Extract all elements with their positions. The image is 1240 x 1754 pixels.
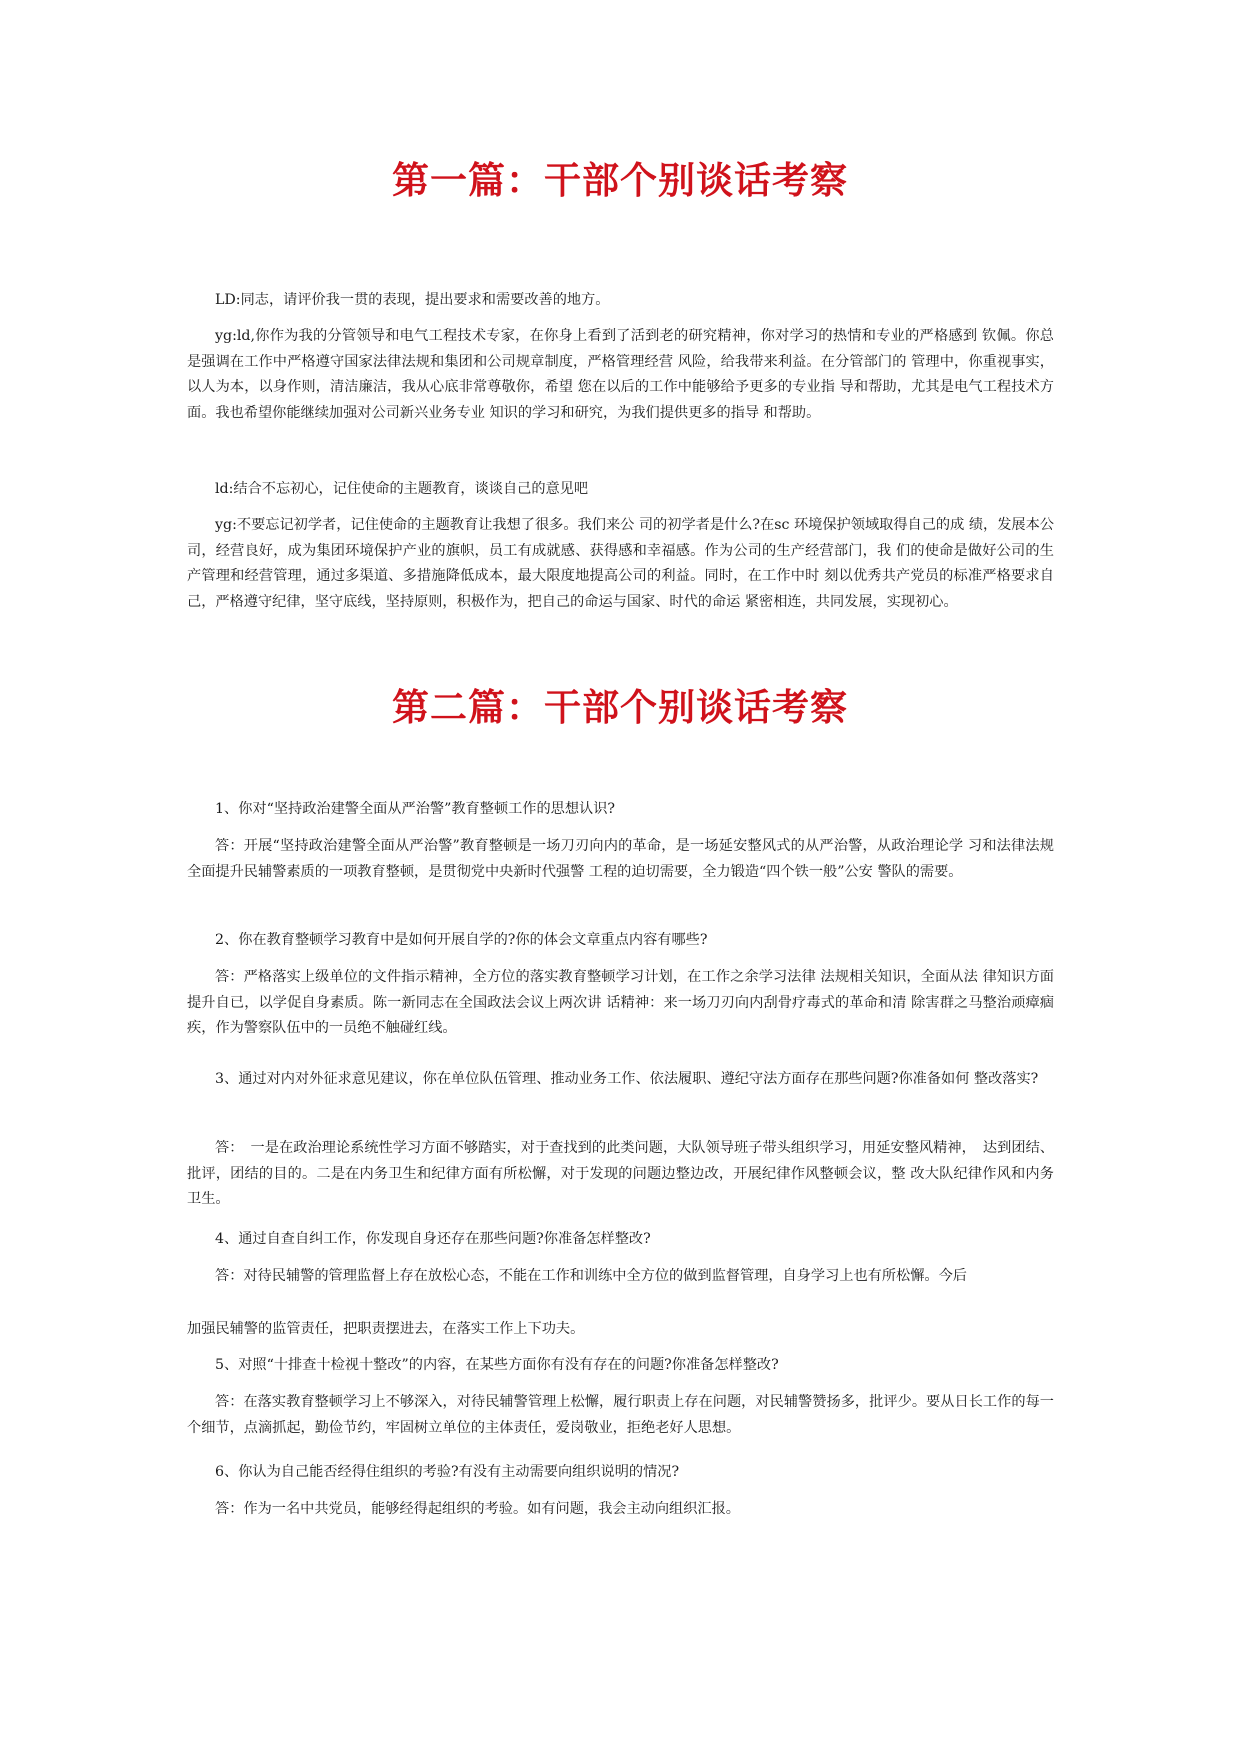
section2-question-2: 2、你在教育整顿学习教育中是如何开展自学的?你的体会文章重点内容有哪些? bbox=[215, 932, 708, 948]
section1-paragraph-4: yg:不要忘记初学者，记住使命的主题教育让我想了很多。我们来公 司的初学者是什么?在sc 环境保护领域取得自己的成 绩，发展本公司，经营良好，成为集团环境保护产业的旗帜，员工有成就感、获得感和幸福感。作为公司的生产经营部门，我 们的使命是做好公司的生产管理和经营管理，通过多渠道、多措施降低成本，最大限度地提高公司的利益。同时，在工作中时 刻以优秀共产党员的标准严格要求自己，严格遵守纪律，坚守底线，坚持原则，积极作为，把自己的命运与国家、时代的命运 紧密相连，共同发展，实现初心。 bbox=[187, 517, 1054, 610]
section1-title: 第一篇：干部个别谈话考察 bbox=[392, 158, 848, 202]
section2-answer-6: 答：作为一名中共党员，能够经得起组织的考验。如有问题，我会主动向组织汇报。 bbox=[215, 1501, 740, 1517]
section2-question-4: 4、通过自查自纠工作，你发现自身还存在那些问题?你准备怎样整改? bbox=[215, 1231, 651, 1247]
section1-paragraph-2: yg:ld,你作为我的分管领导和电气工程技术专家，在你身上看到了活到老的研究精神，你对学习的热情和专业的严格感到 钦佩。你总是强调在工作中严格遵守国家法律法规和集团和公司规章制度，严格管理经营 风险，给我带来利益。在分管部门的 管理中，你重视事实，以人为本，以身作则，清洁廉洁，我从心底非常尊敬你，希望 您在以后的工作中能够给予更多的专业指 导和帮助，尤其是电气工程技术方面。我也希望你能继续加强对公司新兴业务专业 知识的学习和研究，为我们提供更多的指导 和帮助。 bbox=[187, 328, 1054, 421]
section2-title: 第二篇：干部个别谈话考察 bbox=[392, 685, 848, 729]
section1-paragraph-1: LD:同志，请评价我一贯的表现，提出要求和需要改善的地方。 bbox=[215, 292, 610, 308]
section2-answer-4: 答：对待民辅警的管理监督上存在放松心态，不能在工作和训练中全方位的做到监督管理，自身学习上也有所松懈。今后 bbox=[215, 1268, 967, 1284]
section2-answer-3: 答： 一是在政治理论系统性学习方面不够踏实，对于查找到的此类问题，大队领导班子带头组织学习，用延安整风精神， 达到团结、批评，团结的目的。二是在内务卫生和纪律方面有所松懈，对于发现的问题边整边改，开展纪律作风整顿会议，整 改大队纪律作风和内务卫生。 bbox=[187, 1140, 1054, 1207]
section2-answer-1: 答：开展“坚持政治建警全面从严治警”教育整顿是一场刀刃向内的革命，是一场延安整风式的从严治警，从政治理论学 习和法律法规全面提升民辅警素质的一项教育整顿，是贯彻党中央新时代强警 工程的迫切需要，全力锻造“四个铁一般”公安 警队的需要。 bbox=[187, 838, 1054, 880]
section2-question-6: 6、你认为自己能否经得住组织的考验?有没有主动需要向组织说明的情况? bbox=[215, 1464, 680, 1480]
section2-answer-4-continued: 加强民辅警的监管责任，把职责摆进去，在落实工作上下功夫。 bbox=[187, 1321, 585, 1337]
section2-question-5: 5、对照“十排查十检视十整改”的内容，在某些方面你有没有存在的问题?你准备怎样整改? bbox=[215, 1357, 779, 1373]
section2-question-3: 3、通过对内对外征求意见建议，你在单位队伍管理、推动业务工作、依法履职、遵纪守法方面存在那些问题?你准备如何 整改落实? bbox=[215, 1071, 1039, 1087]
section1-paragraph-3: ld:结合不忘初心，记住使命的主题教育，谈谈自己的意见吧 bbox=[215, 481, 589, 497]
section2-answer-2: 答：严格落实上级单位的文件指示精神，全方位的落实教育整顿学习计划，在工作之余学习法律 法规相关知识，全面从法 律知识方面提升自已，以学促自身素质。陈一新同志在全国政法会议上两次讲 话精神：来一场刀刃向内刮骨疗毒式的革命和清 除害群之马整治顽瘴痼疾，作为警察队伍中的一员绝不触碰红线。 bbox=[187, 969, 1054, 1036]
section2-answer-5: 答：在落实教育整顿学习上不够深入，对待民辅警管理上松懈，履行职责上存在问题，对民辅警赞扬多，批评少。要从日长工作的每一个细节，点滴抓起，勤俭节约，牢固树立单位的主体责任，爱岗敬业，拒绝老好人思想。 bbox=[187, 1394, 1054, 1436]
section2-question-1: 1、你对“坚持政治建警全面从严治警”教育整顿工作的思想认识? bbox=[215, 801, 616, 817]
